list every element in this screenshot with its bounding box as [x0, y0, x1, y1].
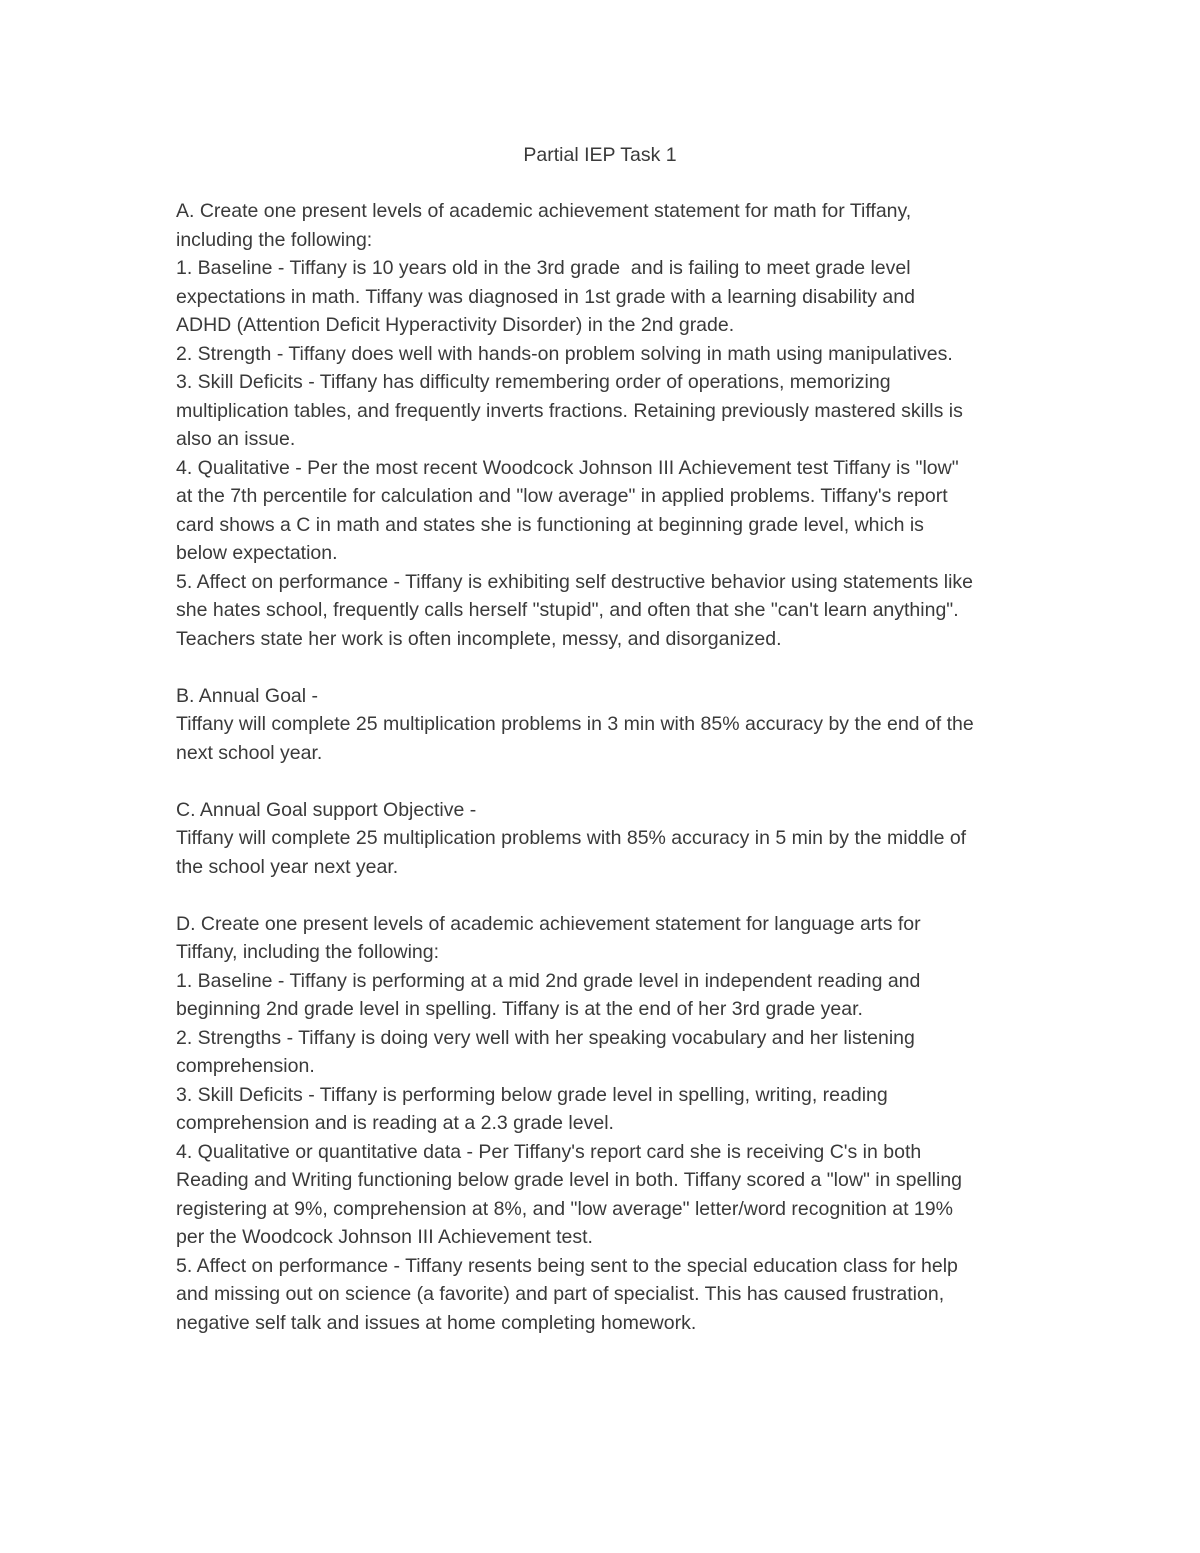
- text-line: beginning 2nd grade level in spelling. Tiffany is at the end of her 3rd grade year.: [176, 998, 863, 1020]
- section-b: [176, 682, 1066, 768]
- page-title: Partial IEP Task 1: [523, 144, 677, 166]
- text-line: and missing out on science (a favorite) and part of specialist. This has caused frustration,: [176, 1283, 945, 1305]
- text-line: 3. Skill Deficits - Tiffany has difficulty remembering order of operations, memorizing: [176, 371, 891, 393]
- text-line: 4. Qualitative or quantitative data - Per Tiffany's report card she is receiving C's in both: [176, 1140, 922, 1163]
- text-line: at the 7th percentile for calculation and "low average" in applied problems. Tiffany's report: [176, 485, 948, 507]
- paragraph-gap: [176, 653, 1066, 682]
- text-line: 5. Affect on performance - Tiffany resents being sent to the special education class for help: [176, 1254, 958, 1277]
- text-line: 4. Qualitative - Per the most recent Woodcock Johnson III Achievement test Tiffany is "low": [176, 456, 959, 479]
- text-line: 2. Strength - Tiffany does well with hands-on problem solving in math using manipulatives.: [176, 342, 953, 365]
- text-line: per the Woodcock Johnson III Achievement test.: [176, 1226, 593, 1248]
- text-line: comprehension and is reading at a 2.3 grade level.: [176, 1112, 614, 1134]
- text-line: Tiffany, including the following:: [176, 941, 440, 963]
- text-line: including the following:: [176, 228, 373, 251]
- text-line: D. Create one present levels of academic achievement statement for language arts for: [176, 912, 921, 935]
- text-line: 1. Baseline - Tiffany is 10 years old in the 3rd grade and is failing to meet grade level: [176, 257, 911, 279]
- text-line: expectations in math. Tiffany was diagnosed in 1st grade with a learning disability and: [176, 285, 915, 308]
- text-line: also an issue.: [176, 428, 296, 450]
- text-line: A. Create one present levels of academic achievement statement for math for Tiffany,: [176, 200, 912, 222]
- text-line: she hates school, frequently calls herself "stupid", and often that she "can't learn anything".: [176, 599, 959, 621]
- text-line: Tiffany will complete 25 multiplication problems in 3 min with 85% accuracy by the end of the: [176, 713, 974, 735]
- text-line: next school year.: [176, 741, 323, 764]
- section-c: [176, 796, 1066, 882]
- text-line: registering at 9%, comprehension at 8%, and "low average" letter/word recognition at 19%: [176, 1197, 953, 1220]
- text-line: 2. Strengths - Tiffany is doing very well with her speaking vocabulary and her listening: [176, 1026, 915, 1049]
- section-d: [176, 910, 1066, 1338]
- text-line: ADHD (Attention Deficit Hyperactivity Disorder) in the 2nd grade.: [176, 314, 735, 336]
- text-line: Tiffany will complete 25 multiplication problems with 85% accuracy in 5 min by the middle of: [176, 827, 967, 849]
- document-body: [176, 197, 1066, 1337]
- text-line: 5. Affect on performance - Tiffany is exhibiting self destructive behavior using statements like: [176, 570, 974, 593]
- text-line: 1. Baseline - Tiffany is performing at a mid 2nd grade level in independent reading and: [176, 969, 921, 992]
- text-line: card shows a C in math and states she is functioning at beginning grade level, which is: [176, 513, 924, 536]
- paragraph-gap: [176, 767, 1066, 796]
- paragraph-gap: [176, 881, 1066, 910]
- text-line: B. Annual Goal -: [176, 684, 319, 707]
- section-a: [176, 197, 1066, 653]
- text-line: below expectation.: [176, 542, 338, 564]
- text-line: C. Annual Goal support Objective -: [176, 798, 477, 821]
- text-line: the school year next year.: [176, 855, 399, 878]
- text-line: 3. Skill Deficits - Tiffany is performing below grade level in spelling, writing, reading: [176, 1083, 888, 1106]
- text-line: comprehension.: [176, 1055, 315, 1077]
- text-line: Reading and Writing functioning below grade level in both. Tiffany scored a "low" in spelling: [176, 1169, 963, 1191]
- text-line: negative self talk and issues at home completing homework.: [176, 1311, 697, 1334]
- text-line: multiplication tables, and frequently inverts fractions. Retaining previously mastered skills is: [176, 399, 963, 422]
- text-line: Teachers state her work is often incomplete, messy, and disorganized.: [176, 627, 782, 650]
